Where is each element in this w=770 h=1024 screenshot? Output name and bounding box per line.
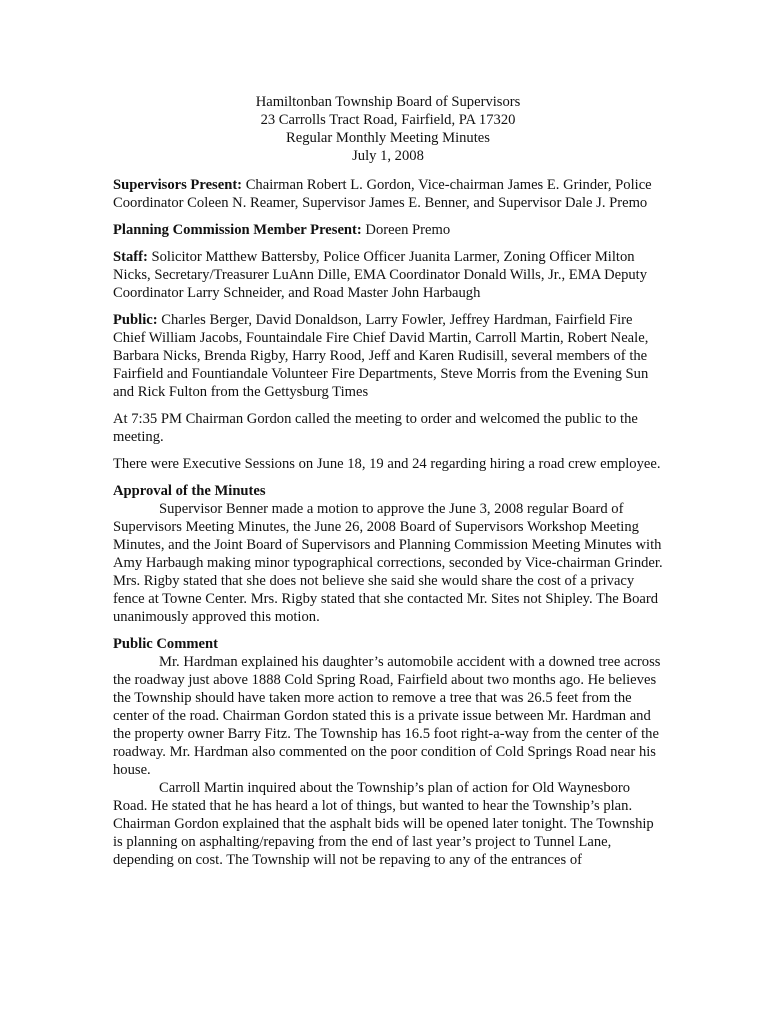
minutes-body (113, 93, 663, 878)
approval-section (113, 482, 663, 626)
header-date: July 1, 2008 (352, 148, 424, 164)
staff-present (113, 248, 663, 302)
staff-text: Solicitor Matthew Battersby, Police Officer Juanita Larmer, Zoning Officer Milton Nicks, Secretary/Treasurer LuAnn Dille, EMA Coordinator Donald Wills, Jr., EMA Deputy Coordinator Larry Schneider, and Road Master John Harbaugh (113, 249, 648, 301)
header-organization: Hamiltonban Township Board of Supervisors (255, 94, 521, 110)
staff-label: Staff: (113, 249, 148, 265)
public-comment-heading: Public Comment (113, 636, 218, 652)
supervisors-present (113, 176, 663, 212)
planning-commission-text: Doreen Premo (361, 222, 451, 238)
header-address: 23 Carrolls Tract Road, Fairfield, PA 17320 (260, 112, 516, 128)
public-label: Public: (113, 312, 158, 328)
approval-heading: Approval of the Minutes (113, 483, 266, 499)
public-comment-paragraph-1: Mr. Hardman explained his daughter’s automobile accident with a downed tree across the roadway just above 1888 Cold Spring Road, Fairfield about two months ago. He believes the Township should have taken more action to remove a tree that was 26.5 feet from the center of the road. Chairman Gordon stated this is a private issue between Mr. Hardman and the property owner Barry Fitz. The Township has 16.5 foot right-a-way from the center of the roadway. Mr. Hardman also commented on the poor condition of Cold Springs Road near his house. (113, 654, 661, 778)
supervisors-present-text: Chairman Robert L. Gordon, Vice-chairman James E. Grinder, Police Coordinator Coleen N. Reamer, Supervisor James E. Benner, and Supervisor Dale J. Premo (113, 177, 652, 211)
public-comment-section (113, 635, 663, 869)
planning-commission-label: Planning Commission Member Present: (113, 222, 362, 238)
supervisors-present-label: Supervisors Present: (113, 177, 243, 193)
public-comment-paragraph-2: Carroll Martin inquired about the Township’s plan of action for Old Waynesboro Road. He stated that he has heard a lot of things, but wanted to hear the Township’s plan. Chairman Gordon explained that the asphalt bids will be opened later tonight. The Township is planning on asphalting/repaving from the end of last year’s project to Tunnel Lane, depending on cost. The Township will not be repaving to any of the entrances of (113, 780, 654, 868)
approval-paragraph: Supervisor Benner made a motion to approve the June 3, 2008 regular Board of Supervisors Meeting Minutes, the June 26, 2008 Board of Supervisors Workshop Meeting Minutes, and the Joint Board of Supervisors and Planning Commission Meeting Minutes with Amy Harbaugh making minor typographical corrections, seconded by Vice-chairman Grinder. Mrs. Rigby stated that she does not believe she said she would share the cost of a privacy fence at Towne Center. Mrs. Rigby stated that she contacted Mr. Sites not Shipley. The Board unanimously approved this motion. (113, 501, 663, 625)
planning-commission-present (113, 221, 663, 239)
header-meeting-type: Regular Monthly Meeting Minutes (286, 130, 490, 146)
executive-sessions: There were Executive Sessions on June 18, 19 and 24 regarding hiring a road crew employee. (113, 456, 661, 472)
document-header (113, 93, 663, 165)
public-present (113, 311, 663, 401)
public-text: Charles Berger, David Donaldson, Larry Fowler, Jeffrey Hardman, Fairfield Fire Chief William Jacobs, Fountaindale Fire Chief David Martin, Carroll Martin, Robert Neale, Barbara Nicks, Brenda Rigby, Harry Rood, Jeff and Karen Rudisill, several members of the Fairfield and Fountiandale Volunteer Fire Departments, Steve Morris from the Evening Sun and Rick Fulton from the Gettysburg Times (113, 312, 649, 400)
call-to-order: At 7:35 PM Chairman Gordon called the meeting to order and welcomed the public to the meeting. (113, 411, 638, 445)
